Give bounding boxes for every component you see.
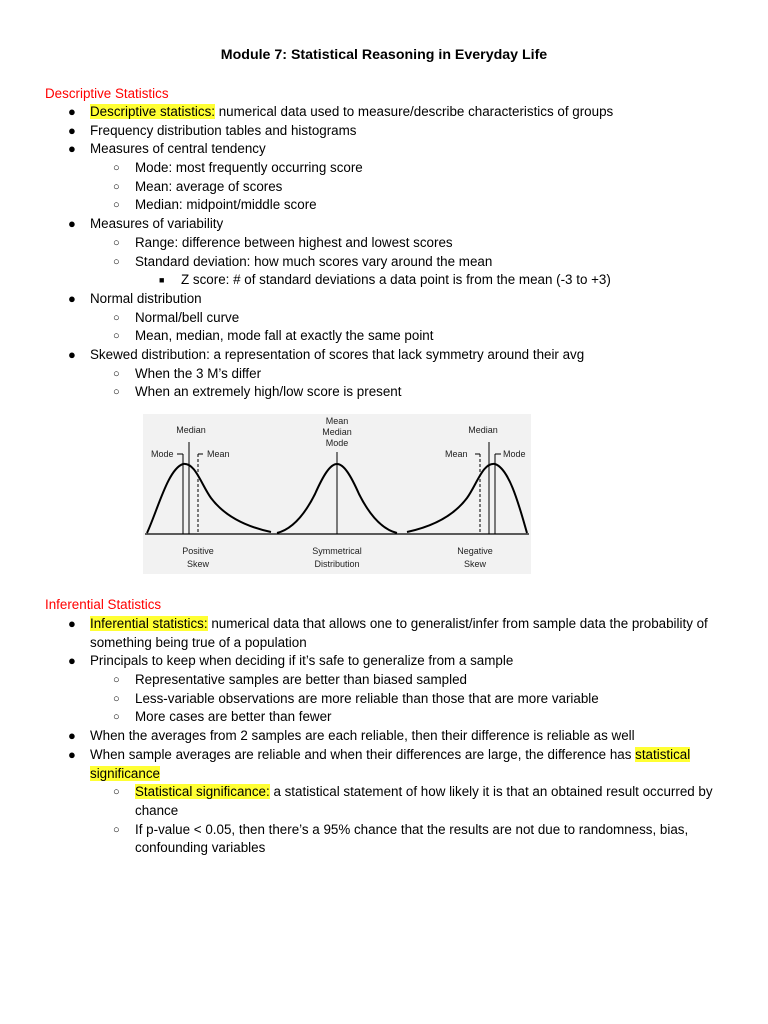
list-item-text: Measures of central tendency <box>90 141 266 157</box>
list-item-text: If p-value < 0.05, then there’s a 95% chance that the results are not due to randomness, bias, confounding variables <box>135 821 689 856</box>
list-item <box>0 383 768 402</box>
list-item <box>0 253 768 272</box>
highlighted-term: significance <box>90 765 160 781</box>
circle-bullet-icon: ○ <box>113 255 120 268</box>
list-item <box>0 215 768 234</box>
list-item <box>0 178 768 197</box>
list-item-text: Mean, median, mode fall at exactly the same point <box>135 328 434 344</box>
list-item-text: Standard deviation: how much scores vary around the mean <box>135 253 493 269</box>
list-item <box>0 309 768 328</box>
caption-positive: Positive <box>182 546 214 556</box>
section-heading-descriptive: Descriptive Statistics <box>45 86 169 101</box>
list-item <box>0 327 768 346</box>
circle-bullet-icon: ○ <box>113 823 120 836</box>
list-item-text: When the 3 M’s differ <box>135 365 262 381</box>
bullet-icon: ● <box>68 216 76 232</box>
list-item-text: Representative samples are better than biased sampled <box>135 672 467 688</box>
list-item-text: When an extremely high/low score is present <box>135 384 402 400</box>
list-item-text: Z score: # of standard deviations a data point is from the mean (-3 to +3) <box>181 272 611 288</box>
skew-distribution-figure <box>143 414 531 574</box>
list-item <box>0 365 768 384</box>
list-item <box>0 783 768 820</box>
bullet-icon: ● <box>68 653 76 669</box>
label-mode: Mode <box>503 449 526 459</box>
definition-text: a statistical statement of how likely it is that an obtained result occurred by chance <box>135 784 713 818</box>
list-item <box>0 652 768 671</box>
list-item <box>0 271 768 290</box>
circle-bullet-icon: ○ <box>113 180 120 193</box>
list-item-text: Median: midpoint/middle score <box>135 197 317 213</box>
square-bullet-icon: ■ <box>159 275 165 286</box>
circle-bullet-icon: ○ <box>113 674 120 687</box>
label-mean: Mean <box>445 449 468 459</box>
list-item-text: More cases are better than fewer <box>135 709 332 725</box>
positive-skew-diagram <box>145 425 275 569</box>
circle-bullet-icon: ○ <box>113 311 120 324</box>
circle-bullet-icon: ○ <box>113 162 120 175</box>
circle-bullet-icon: ○ <box>113 330 120 343</box>
bullet-icon: ● <box>68 122 76 138</box>
list-item <box>0 708 768 727</box>
list-item-text: Less-variable observations are more reliable than those that are more variable <box>135 690 599 706</box>
caption-symmetrical: Symmetrical <box>312 546 362 556</box>
label-median: Median <box>468 425 498 435</box>
list-item-text: Range: difference between highest and lowest scores <box>135 234 453 250</box>
list-item-text: Normal/bell curve <box>135 309 240 325</box>
list-item <box>0 746 768 783</box>
list-item <box>0 159 768 178</box>
circle-bullet-icon: ○ <box>113 199 120 212</box>
symmetrical-diagram <box>275 416 405 569</box>
list-item-text: Frequency distribution tables and histograms <box>90 122 357 138</box>
highlighted-term: statistical <box>635 746 691 762</box>
list-item-text: Mean: average of scores <box>135 178 283 194</box>
caption-negative: Negative <box>457 546 493 556</box>
circle-bullet-icon: ○ <box>113 692 120 705</box>
section-heading-inferential: Inferential Statistics <box>45 597 162 612</box>
list-item-text: When the averages from 2 samples are each reliable, then their difference is reliable as well <box>90 728 635 744</box>
definition-text: numerical data used to measure/describe characteristics of groups <box>215 104 614 119</box>
circle-bullet-icon: ○ <box>113 236 120 249</box>
list-item <box>0 346 768 365</box>
bullet-icon: ● <box>68 746 76 762</box>
list-item <box>0 140 768 159</box>
descriptive-list <box>0 103 768 402</box>
list-item <box>0 290 768 309</box>
label-median: Median <box>322 427 352 437</box>
list-item-text: Skewed distribution: a representation of scores that lack symmetry around their avg <box>90 346 585 362</box>
bullet-icon: ● <box>68 141 76 157</box>
list-item <box>0 821 768 858</box>
circle-bullet-icon: ○ <box>113 711 120 724</box>
label-median: Median <box>176 425 206 435</box>
bullet-icon: ● <box>68 104 76 119</box>
list-item <box>0 234 768 253</box>
inferential-list <box>0 615 768 858</box>
highlighted-term: Statistical significance: <box>135 784 270 800</box>
list-item <box>0 103 768 122</box>
page-title: Module 7: Statistical Reasoning in Everyday Life <box>220 47 548 63</box>
bullet-icon: ● <box>68 290 76 306</box>
list-item-text: When sample averages are reliable and when their differences are large, the difference has <box>90 746 636 762</box>
label-mean: Mean <box>325 416 349 426</box>
list-item <box>0 196 768 215</box>
list-item-text: Normal distribution <box>90 290 202 306</box>
caption-distribution: Distribution <box>314 559 360 569</box>
bullet-icon: ● <box>68 728 76 744</box>
list-item <box>0 727 768 746</box>
label-mode: Mode <box>325 438 349 448</box>
circle-bullet-icon: ○ <box>113 786 120 799</box>
highlighted-term: Inferential statistics: <box>90 616 208 631</box>
list-item-text: Measures of variability <box>90 216 224 232</box>
negative-skew-diagram <box>405 425 529 569</box>
bullet-icon: ● <box>68 616 76 631</box>
list-item <box>0 615 768 652</box>
highlighted-term: Descriptive statistics: <box>90 104 216 119</box>
definition-text: numerical data that allows one to generalist/infer from sample data the probability of something being true of a population <box>90 616 708 650</box>
bullet-icon: ● <box>68 346 76 362</box>
list-item-text: Principals to keep when deciding if it’s safe to generalize from a sample <box>90 653 514 669</box>
list-item <box>0 690 768 709</box>
label-mean: Mean <box>207 449 230 459</box>
circle-bullet-icon: ○ <box>113 386 120 399</box>
list-item <box>0 122 768 141</box>
label-mode: Mode <box>151 449 174 459</box>
caption-skew: Skew <box>186 559 210 569</box>
list-item <box>0 671 768 690</box>
caption-skew: Skew <box>463 559 487 569</box>
circle-bullet-icon: ○ <box>113 367 120 380</box>
list-item-text: Mode: most frequently occurring score <box>135 160 363 176</box>
